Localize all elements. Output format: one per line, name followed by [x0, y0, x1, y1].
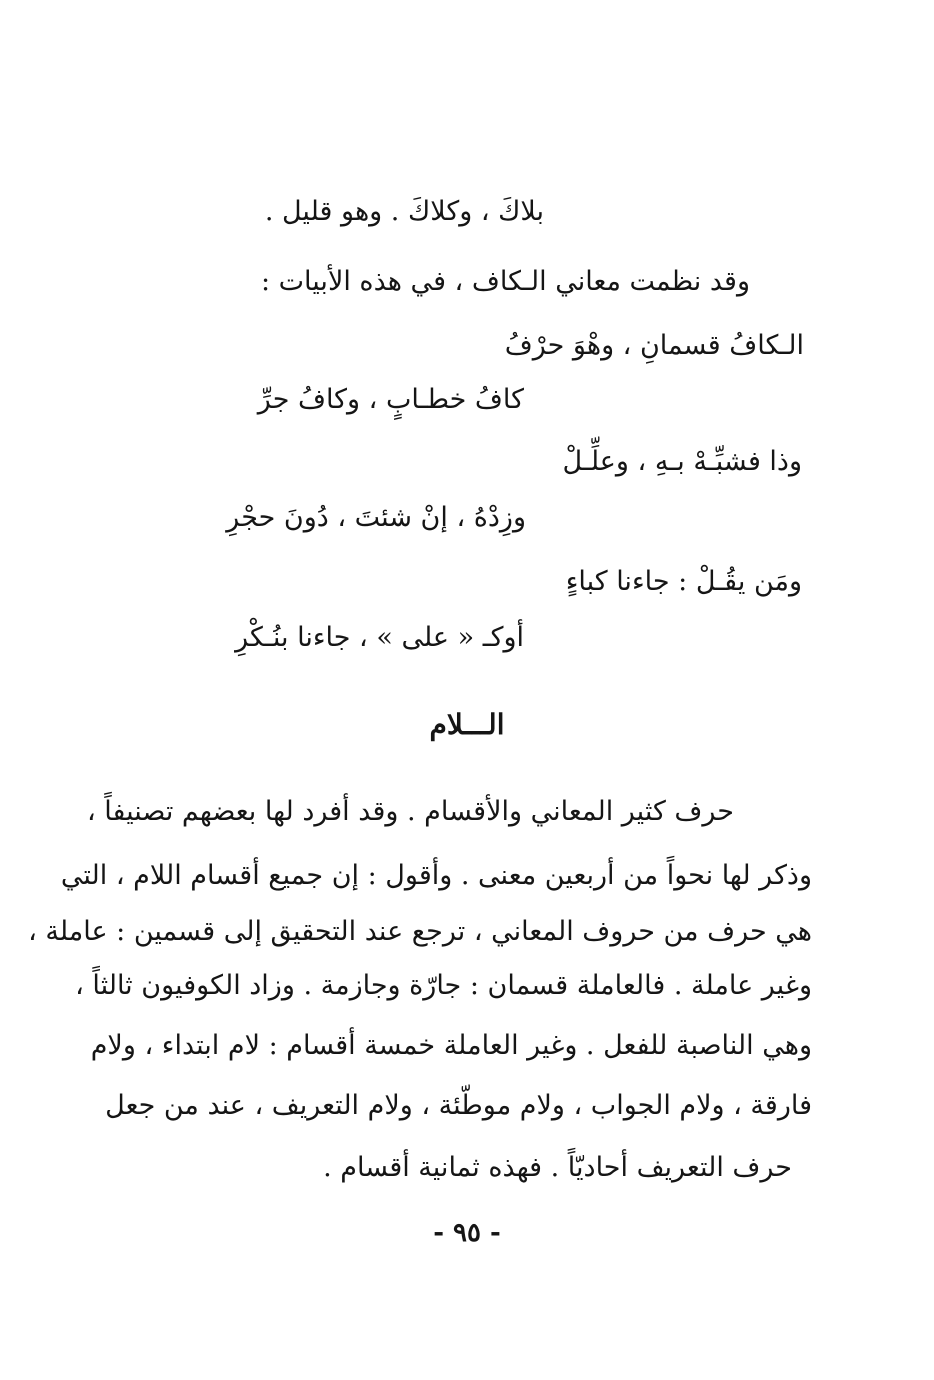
body-line-1: حرف كثير المعاني والأقسام . وقد أفرد لها بعضهم تصنيفاً ،	[86, 796, 734, 827]
section-heading: الـــلام	[429, 708, 505, 741]
body-line-2: وذكر لها نحواً من أربعين معنى . وأقول : إن جميع أقسام اللام ، التي	[60, 860, 812, 891]
intro-line-2: وقد نظمت معاني الـكاف ، في هذه الأبيات :	[260, 266, 750, 297]
verse-line-4: وزِدْهُ ، إنْ شئتَ ، دُونَ حجْرِ	[226, 502, 526, 533]
body-line-4: وغير عاملة . فالعاملة قسمان : جارّة وجازمة . وزاد الكوفيون ثالثاً ،	[75, 970, 812, 1001]
body-line-5: وهي الناصبة للفعل . وغير العاملة خمسة أقسام : لام ابتداء ، ولام	[90, 1030, 812, 1061]
verse-line-5: ومَن يقُـلْ : جاءنا كباءٍ	[565, 566, 802, 597]
verse-line-2: كافُ خطـابٍ ، وكافُ جرِّ	[257, 384, 524, 415]
page-number: - ٩٥ -	[433, 1218, 501, 1248]
body-line-3: هي حرف من حروف المعاني ، ترجع عند التحقيق إلى قسمين : عاملة ،	[28, 916, 812, 947]
intro-line-1: بلاكَ ، وكلاكَ . وهو قليل .	[264, 196, 544, 227]
body-line-7: حرف التعريف أحاديّاً . فهذه ثمانية أقسام .	[323, 1152, 792, 1183]
verse-line-3: وذا فشبِّـهْ بـهِ ، وعلِّـلْ	[562, 446, 802, 477]
verse-line-6: أوكـ « على » ، جاءنا بنُـكْرِ	[235, 622, 524, 653]
verse-line-1: الـكافُ قسمانِ ، وهْوَ حرْفُ	[504, 330, 804, 361]
body-line-6: فارقة ، ولام الجواب ، ولام موطّئة ، ولام التعريف ، عند من جعل	[105, 1090, 812, 1121]
